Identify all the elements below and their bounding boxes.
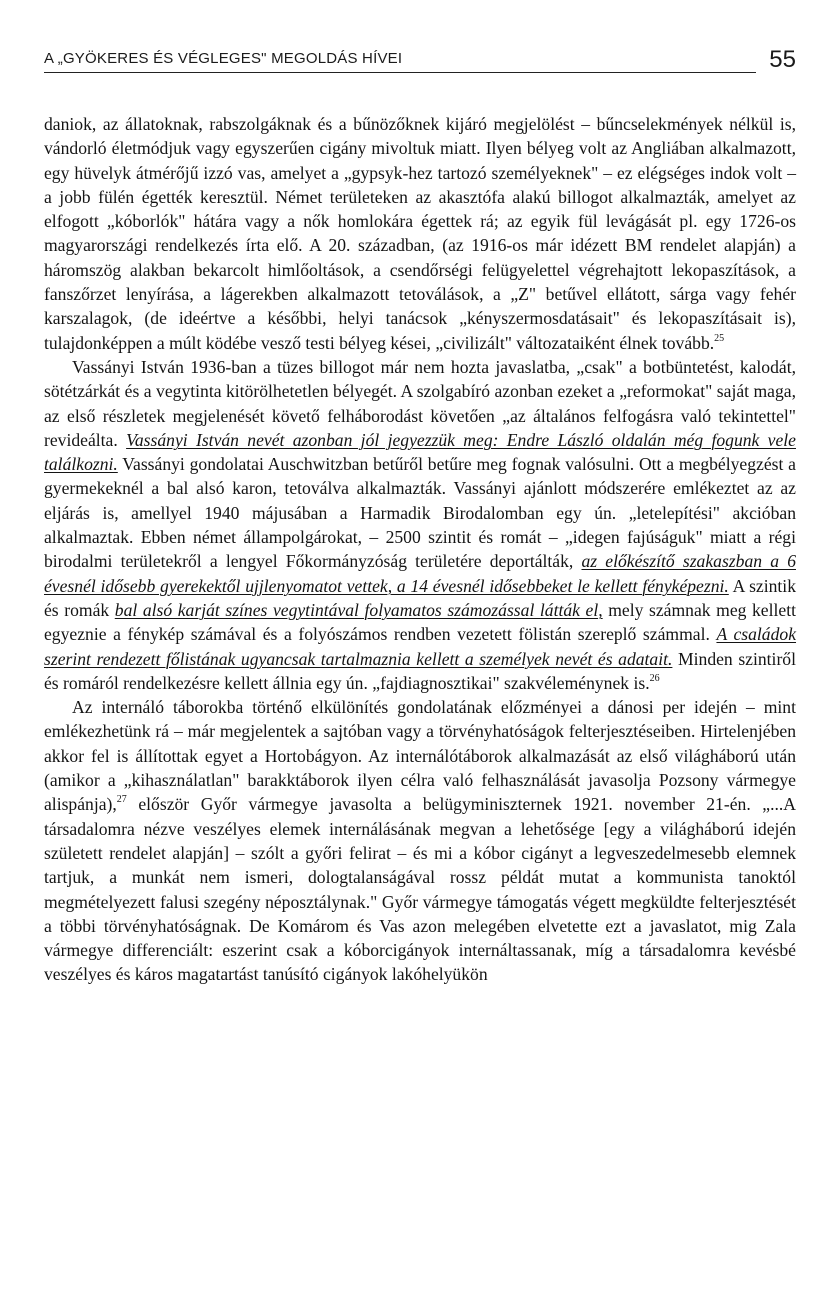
footnote-ref: 26 [649, 672, 660, 684]
text-run: Vassányi gondolatai Auschwitzban betűről betűre meg fognak valósulni. Ott a megbélyegzést a gyermekeknél a bal alsó karon, tetoválva alkalmazták. Vassányi ajánlott módszerére emlékeztet az az eljárás is, amellyel 1940 májusában a Harmadik Birodalomban egy ún. „letelepítési" akcióban alkalmaztak. Ebben német állampolgárokat, – 2500 szintit és romát – „idegen fajúságuk" miatt a régi birodalmi területekről a lengyel Főkormányzóság területére deportálták, [44, 454, 796, 572]
text-run: Az internáló táborokba történő elkülönítés gondolatának előzményei a dánosi per idején – mint emlékezhetünk rá – már megjelentek a sajtóban vagy a törvényhatóságok felterjesztéseiben. Hirtelenjében akkor fel is állítottak egyet a Hortobágyon. Az internálótáborok alkalmazását az első világháború után (amikor a „kihasználatlan" barakktáborok ilyen célra való felhasználását javasolja Pozsony vármegye alispánja), [44, 697, 796, 815]
page-number: 55 [769, 46, 796, 73]
emphasized-text: A családok szerint rendezett főlistának ugyancsak tartalmaznia kellett a személyek nevét és adatait. [44, 624, 797, 669]
footnote-ref: 25 [714, 332, 725, 344]
text-run: mely számnak meg kellett egyeznie a fénykép számával és a folyószámos rendben vezetett fölistán szereplő számmal. [44, 599, 796, 645]
header-rule [44, 72, 756, 73]
paragraph-1 [44, 112, 796, 355]
running-head: A „GYÖKERES ÉS VÉGLEGES" MEGOLDÁS HÍVEI [44, 50, 403, 67]
book-page [44, 44, 796, 987]
emphasized-text: bal alsó karját színes vegytintával folyamatos számozással látták el, [114, 599, 603, 620]
text-run: A szintik és romák [44, 575, 796, 620]
text-run: Minden szintiről és romáról rendelkezésre kellett állnia egy ún. „fajdiagnosztikai" szakvéleménynek is. [44, 648, 796, 693]
text-run: daniok, az állatoknak, rabszolgáknak és a bűnözőknek kijáró megjelölést – bűncselekmények nélkül is, vándorló életmódjuk vagy egyszerűen cigány mivoltuk miatt. Ilyen bélyeg volt az Angliában alkalmazott, egy hüvelyk átmérőjű izzó vas, amelyet a „gypsyk-hez tartozó személyeknek" – ez elégséges indok volt – a jobb fülén égették keresztül. Német területeken az akasztófa alakú billogot alkalmazták, amelyet az elfogott „kóborlók" hátára vagy a nők homlokára égettek rá; az egyik fül levágását pl. egy 1726-os magyarországi rendelkezés írta elő. A 20. században, (az 1916-os már idézett BM rendelet alapján) a háromszög alakban bekarcolt himlőoltások, a csendőrségi felügyelettel végrehajtott lekopaszítások, a fanszőrzet lenyírása, a lágerekben alkalmazott tetoválások, a „Z" betűvel ellátott, sárga vagy fehér karszalagok, (de ideértve a későbbi, helyi tanácsok „kényszermosdatásait" és lekopaszításait is), tulajdonképpen a múlt ködébe vesző testi bélyeg kései, „civilizált" változataiként élnek tovább. [44, 114, 796, 353]
emphasized-text: Vassányi István nevét azonban jól jegyezzük meg: Endre László oldalán még fogunk vele találkozni. [44, 429, 796, 475]
paragraph-2 [44, 355, 796, 695]
text-run: először Győr vármegye javasolta a belügyminiszternek 1921. november 21-én. „...A társadalomra nézve veszélyes elemek internálásának megvan a lehetősége [egy a világháború idején született rendelet alapján] – szólt a győri felirat – és mi a kóbor cigányt a legveszedelmesebb elemnek tartjuk, a munkát nem ismeri, dologtalanságával rossz példát mutat a kommunista tanoktól megmételyezett falusi szegény néposztálynak." Győr vármegye támogatás végett megküldte felterjesztését a többi törvényhatóságnak. De Komárom és Vas azon melegében elvetette ezt a javaslatot, mig Zala vármegye differenciált: eszerint csak a kóborcigányok internáltassanak, míg a társadalomra kevésbé veszélyes és káros magatartást tanúsító cigányok lakóhelyükön [44, 794, 796, 985]
footnote-ref: 27 [116, 794, 127, 806]
emphasized-text: az előkészítő szakaszban a 6 évesnél idősebb gyerekektől ujjlenyomatot vettek, a 14 évesnél idősebbeket le kellett fényképezni. [44, 551, 796, 596]
paragraph-3 [44, 695, 796, 987]
body-text [44, 112, 796, 987]
page-header [44, 44, 796, 84]
text-run: Vassányi István 1936-ban a tüzes billogot már nem hozta javaslatba, „csak" a botbüntetést, kalodát, sötétzárkát és a vegytinta kitörölhetetlen bélyegét. A szolgabíró azonban ezeket a „reformokat" saját maga, az első részletek megjelenését követő felháborodást követően „az általános felfogásra való tekintettel" revideálta. [44, 356, 796, 450]
